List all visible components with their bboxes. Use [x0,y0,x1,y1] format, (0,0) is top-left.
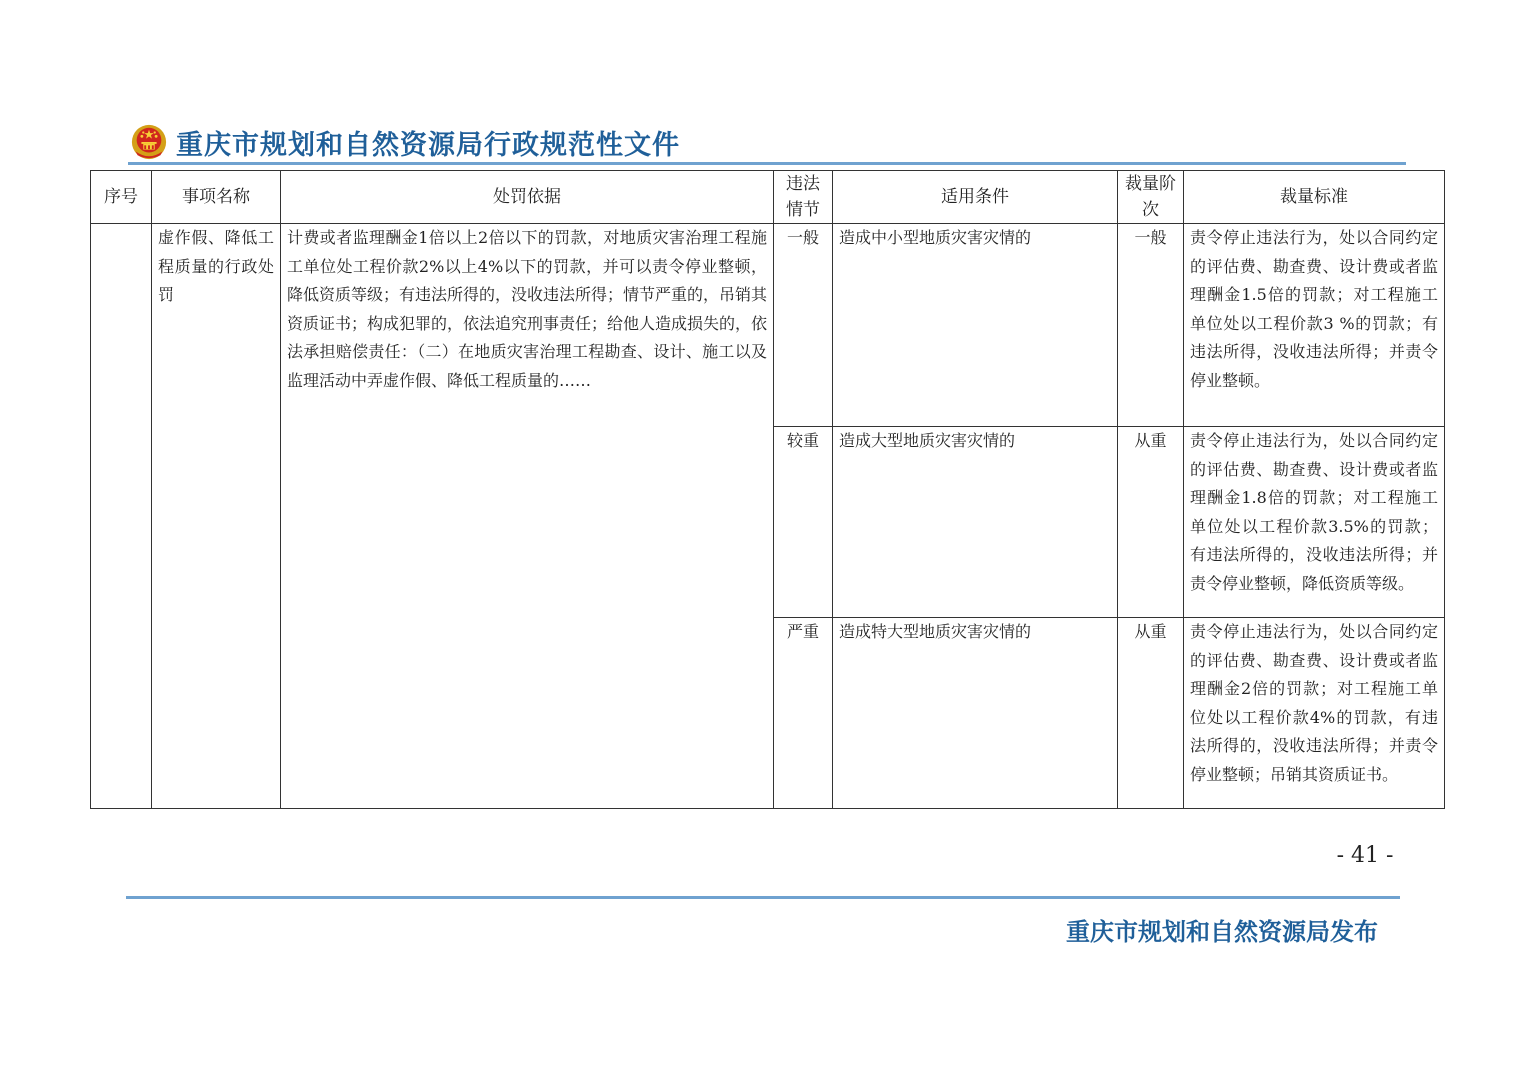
header-seq: 序号 [91,171,152,224]
header-condition: 适用条件 [833,171,1118,224]
seq-cell [91,224,152,809]
header-circumstance: 违法情节 [774,171,833,224]
header-divider [128,162,1406,165]
basis-cell: 计费或者监理酬金1倍以上2倍以下的罚款，对地质灾害治理工程施工单位处工程价款2%以上4%以下的罚款，并可以责令停业整顿，降低资质等级；有违法所得的，没收违法所得；情节严重的，吊销其资质证书；构成犯罪的，依法追究刑事责任；给他人造成损失的，依法承担赔偿责任：（二）在地质灾害治理工程勘查、设计、施工以及监理活动中弄虚作假、降低工程质量的…… [281,224,774,809]
circumstance-cell: 一般 [774,224,833,427]
footer-divider [126,896,1400,899]
table-header-row [91,171,1445,224]
condition-cell: 造成中小型地质灾害灾情的 [833,224,1118,427]
circumstance-cell: 较重 [774,427,833,618]
item-name-cell: 虚作假、降低工程质量的行政处罚 [152,224,281,809]
standard-cell: 责令停止违法行为，处以合同约定的评估费、勘查费、设计费或者监理酬金2倍的罚款；对工程施工单位处以工程价款4%的罚款，有违法所得的，没收违法所得；并责令停业整顿；吊销其资质证书。 [1184,618,1445,809]
condition-cell: 造成特大型地质灾害灾情的 [833,618,1118,809]
header-basis: 处罚依据 [281,171,774,224]
header-title: 重庆市规划和自然资源局行政规范性文件 [176,129,680,161]
level-cell: 一般 [1118,224,1184,427]
standard-cell: 责令停止违法行为，处以合同约定的评估费、勘查费、设计费或者监理酬金1.8倍的罚款；对工程施工单位处以工程价款3.5%的罚款；有违法所得的，没收违法所得；并责令停业整顿，降低资质等级。 [1184,427,1445,618]
level-cell: 从重 [1118,427,1184,618]
header-level: 裁量阶次 [1118,171,1184,224]
header-standard: 裁量标准 [1184,171,1445,224]
footer-publisher: 重庆市规划和自然资源局发布 [1066,918,1378,946]
level-cell: 从重 [1118,618,1184,809]
page-number: - 41 - [1336,843,1394,868]
page-header [130,120,680,164]
national-emblem-icon [130,123,168,161]
table-row [91,224,1445,427]
penalty-table [90,170,1445,809]
circumstance-cell: 严重 [774,618,833,809]
condition-cell: 造成大型地质灾害灾情的 [833,427,1118,618]
header-item-name: 事项名称 [152,171,281,224]
standard-cell: 责令停止违法行为，处以合同约定的评估费、勘查费、设计费或者监理酬金1.5倍的罚款；对工程施工单位处以工程价款3 %的罚款；有违法所得，没收违法所得；并责令停业整顿。 [1184,224,1445,427]
